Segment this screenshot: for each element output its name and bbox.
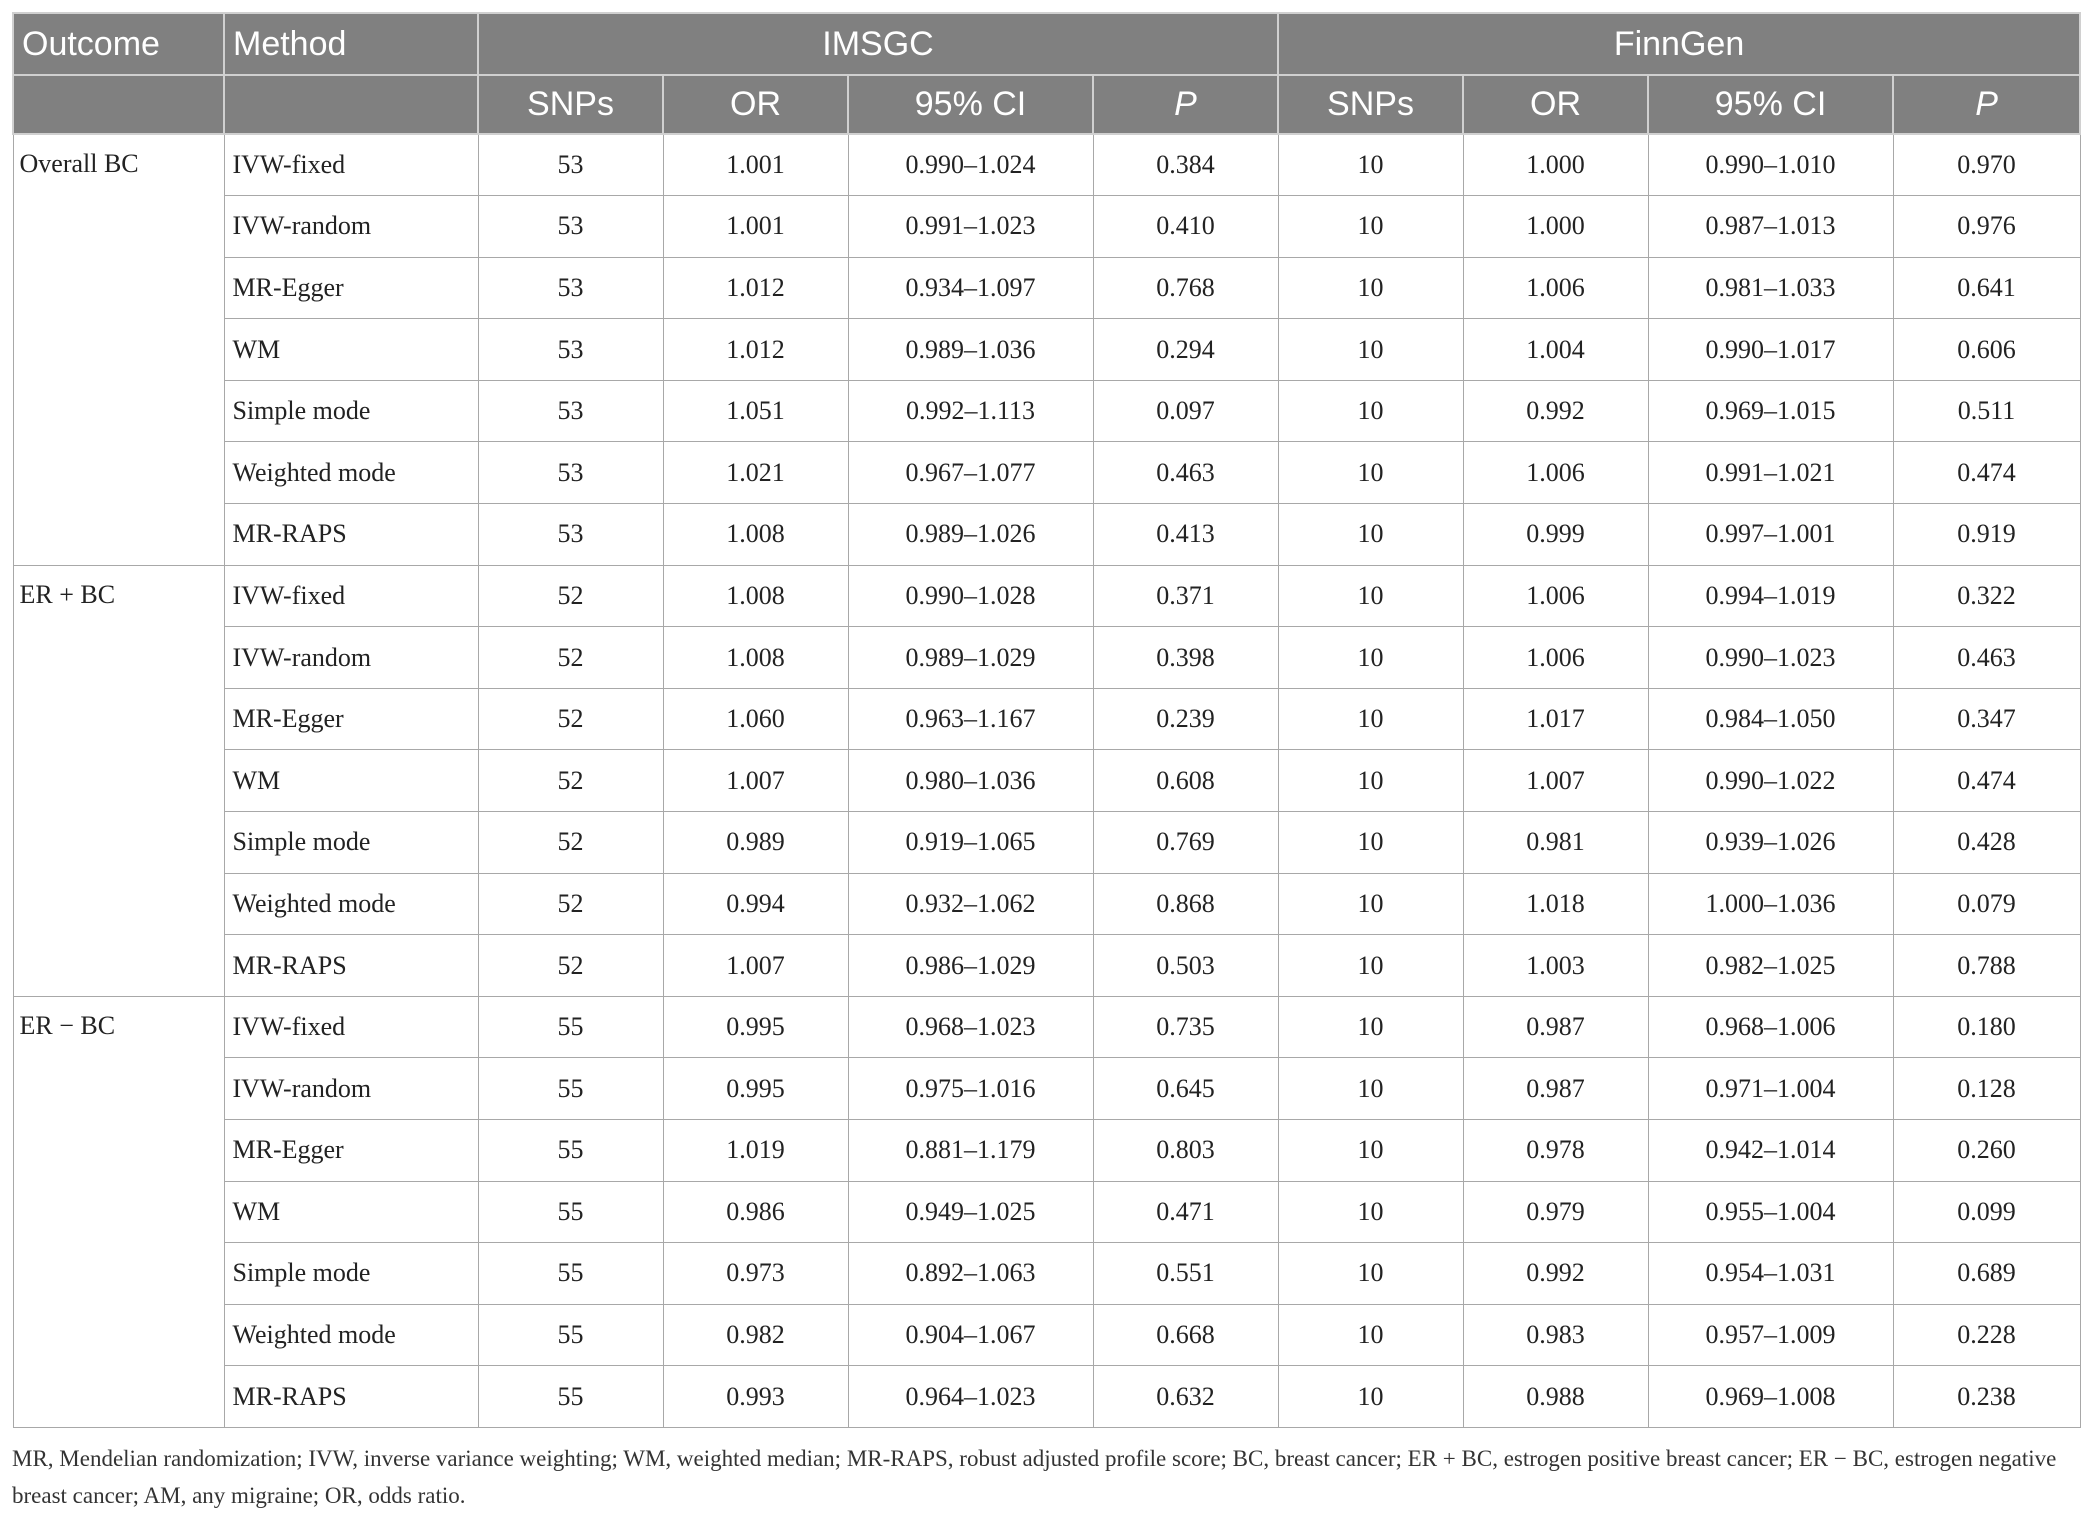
table-row <box>13 442 2080 504</box>
ci-finngen-cell: 0.990–1.023 <box>1648 627 1893 689</box>
ci-imsgc-cell: 0.881–1.179 <box>848 1120 1093 1182</box>
snps-finngen-cell: 10 <box>1278 627 1463 689</box>
header-snps-imsgc: SNPs <box>478 75 663 134</box>
p-finngen-cell: 0.260 <box>1893 1120 2080 1182</box>
snps-imsgc-cell: 52 <box>478 565 663 627</box>
ci-finngen-cell: 0.990–1.017 <box>1648 319 1893 381</box>
or-imsgc-cell: 1.060 <box>663 688 848 750</box>
p-finngen-cell: 0.322 <box>1893 565 2080 627</box>
snps-finngen-cell: 10 <box>1278 873 1463 935</box>
p-imsgc-cell: 0.608 <box>1093 750 1278 812</box>
or-finngen-cell: 1.017 <box>1463 688 1648 750</box>
p-imsgc-cell: 0.768 <box>1093 257 1278 319</box>
outcome-cell: ER − BC <box>13 996 224 1427</box>
ci-finngen-cell: 0.957–1.009 <box>1648 1304 1893 1366</box>
ci-imsgc-cell: 0.963–1.167 <box>848 688 1093 750</box>
table-row <box>13 1181 2080 1243</box>
header-p-imsgc: P <box>1093 75 1278 134</box>
mr-results-table <box>12 12 2081 1428</box>
ci-imsgc-cell: 0.968–1.023 <box>848 996 1093 1058</box>
or-imsgc-cell: 1.001 <box>663 134 848 196</box>
method-cell: WM <box>224 319 478 381</box>
header-ci-finngen: 95% CI <box>1648 75 1893 134</box>
or-imsgc-cell: 1.008 <box>663 565 848 627</box>
or-finngen-cell: 0.999 <box>1463 504 1648 566</box>
or-finngen-cell: 1.000 <box>1463 134 1648 196</box>
table-body <box>13 134 2080 1427</box>
or-finngen-cell: 0.988 <box>1463 1366 1648 1428</box>
p-imsgc-cell: 0.769 <box>1093 812 1278 874</box>
ci-finngen-cell: 0.994–1.019 <box>1648 565 1893 627</box>
ci-imsgc-cell: 0.991–1.023 <box>848 196 1093 258</box>
method-cell: Weighted mode <box>224 1304 478 1366</box>
or-imsgc-cell: 1.008 <box>663 627 848 689</box>
p-imsgc-cell: 0.097 <box>1093 380 1278 442</box>
table-row <box>13 319 2080 381</box>
method-cell: IVW-fixed <box>224 134 478 196</box>
snps-finngen-cell: 10 <box>1278 688 1463 750</box>
or-finngen-cell: 1.000 <box>1463 196 1648 258</box>
snps-finngen-cell: 10 <box>1278 134 1463 196</box>
p-imsgc-cell: 0.398 <box>1093 627 1278 689</box>
table-row <box>13 996 2080 1058</box>
table-row <box>13 565 2080 627</box>
or-imsgc-cell: 0.982 <box>663 1304 848 1366</box>
or-imsgc-cell: 0.993 <box>663 1366 848 1428</box>
table-row <box>13 873 2080 935</box>
or-imsgc-cell: 0.995 <box>663 1058 848 1120</box>
or-finngen-cell: 1.006 <box>1463 442 1648 504</box>
p-imsgc-cell: 0.384 <box>1093 134 1278 196</box>
p-finngen-cell: 0.606 <box>1893 319 2080 381</box>
table-row <box>13 1243 2080 1305</box>
method-cell: Simple mode <box>224 812 478 874</box>
method-cell: Weighted mode <box>224 442 478 504</box>
header-method: Method <box>224 13 478 75</box>
method-cell: Weighted mode <box>224 873 478 935</box>
snps-imsgc-cell: 53 <box>478 504 663 566</box>
snps-finngen-cell: 10 <box>1278 1181 1463 1243</box>
method-cell: MR-Egger <box>224 257 478 319</box>
header-blank-method <box>224 75 478 134</box>
snps-finngen-cell: 10 <box>1278 257 1463 319</box>
or-finngen-cell: 0.981 <box>1463 812 1648 874</box>
or-finngen-cell: 1.007 <box>1463 750 1648 812</box>
method-cell: MR-RAPS <box>224 935 478 997</box>
ci-finngen-cell: 0.955–1.004 <box>1648 1181 1893 1243</box>
ci-imsgc-cell: 0.949–1.025 <box>848 1181 1093 1243</box>
or-finngen-cell: 1.006 <box>1463 565 1648 627</box>
snps-imsgc-cell: 55 <box>478 1058 663 1120</box>
header-outcome: Outcome <box>13 13 224 75</box>
ci-imsgc-cell: 0.989–1.036 <box>848 319 1093 381</box>
ci-finngen-cell: 0.939–1.026 <box>1648 812 1893 874</box>
method-cell: Simple mode <box>224 1243 478 1305</box>
snps-imsgc-cell: 52 <box>478 812 663 874</box>
method-cell: IVW-fixed <box>224 565 478 627</box>
table-row <box>13 380 2080 442</box>
p-imsgc-cell: 0.371 <box>1093 565 1278 627</box>
snps-finngen-cell: 10 <box>1278 750 1463 812</box>
p-imsgc-cell: 0.413 <box>1093 504 1278 566</box>
method-cell: MR-RAPS <box>224 504 478 566</box>
snps-imsgc-cell: 53 <box>478 319 663 381</box>
table-row <box>13 1304 2080 1366</box>
p-finngen-cell: 0.689 <box>1893 1243 2080 1305</box>
ci-imsgc-cell: 0.980–1.036 <box>848 750 1093 812</box>
header-group-finngen: FinnGen <box>1278 13 2080 75</box>
table-row <box>13 688 2080 750</box>
table-row <box>13 1120 2080 1182</box>
snps-finngen-cell: 10 <box>1278 196 1463 258</box>
ci-finngen-cell: 0.990–1.010 <box>1648 134 1893 196</box>
p-finngen-cell: 0.511 <box>1893 380 2080 442</box>
p-finngen-cell: 0.099 <box>1893 1181 2080 1243</box>
or-finngen-cell: 1.006 <box>1463 257 1648 319</box>
p-imsgc-cell: 0.239 <box>1093 688 1278 750</box>
snps-imsgc-cell: 55 <box>478 1366 663 1428</box>
table-footnote: MR, Mendelian randomization; IVW, inverse variance weighting; WM, weighted median; MR-RAPS, robust adjusted profile score; BC, breast cancer; ER + BC, estrogen positive breast cancer; ER − BC, estrogen negative breast cancer; AM, any migraine; OR, odds ratio. <box>12 1446 2057 1508</box>
header-blank-outcome <box>13 75 224 134</box>
header-row-groups <box>13 13 2080 75</box>
p-imsgc-cell: 0.645 <box>1093 1058 1278 1120</box>
header-group-imsgc: IMSGC <box>478 13 1278 75</box>
or-imsgc-cell: 0.989 <box>663 812 848 874</box>
snps-finngen-cell: 10 <box>1278 1058 1463 1120</box>
ci-finngen-cell: 0.968–1.006 <box>1648 996 1893 1058</box>
snps-imsgc-cell: 55 <box>478 1243 663 1305</box>
header-p-finngen: P <box>1893 75 2080 134</box>
or-imsgc-cell: 1.051 <box>663 380 848 442</box>
snps-imsgc-cell: 52 <box>478 935 663 997</box>
results-table-container <box>12 12 2079 1428</box>
p-finngen-cell: 0.180 <box>1893 996 2080 1058</box>
p-imsgc-cell: 0.668 <box>1093 1304 1278 1366</box>
header-ci-imsgc: 95% CI <box>848 75 1093 134</box>
snps-imsgc-cell: 53 <box>478 257 663 319</box>
ci-finngen-cell: 0.987–1.013 <box>1648 196 1893 258</box>
snps-finngen-cell: 10 <box>1278 1304 1463 1366</box>
or-imsgc-cell: 0.973 <box>663 1243 848 1305</box>
p-imsgc-cell: 0.735 <box>1093 996 1278 1058</box>
ci-finngen-cell: 0.971–1.004 <box>1648 1058 1893 1120</box>
method-cell: MR-Egger <box>224 1120 478 1182</box>
ci-finngen-cell: 0.984–1.050 <box>1648 688 1893 750</box>
p-finngen-cell: 0.238 <box>1893 1366 2080 1428</box>
ci-imsgc-cell: 0.989–1.029 <box>848 627 1093 689</box>
p-finngen-cell: 0.463 <box>1893 627 2080 689</box>
or-imsgc-cell: 1.007 <box>663 935 848 997</box>
p-finngen-cell: 0.428 <box>1893 812 2080 874</box>
p-imsgc-cell: 0.632 <box>1093 1366 1278 1428</box>
header-row-sub <box>13 75 2080 134</box>
ci-finngen-cell: 0.991–1.021 <box>1648 442 1893 504</box>
snps-finngen-cell: 10 <box>1278 380 1463 442</box>
snps-finngen-cell: 10 <box>1278 996 1463 1058</box>
snps-imsgc-cell: 52 <box>478 873 663 935</box>
or-imsgc-cell: 1.008 <box>663 504 848 566</box>
p-finngen-cell: 0.641 <box>1893 257 2080 319</box>
or-finngen-cell: 0.979 <box>1463 1181 1648 1243</box>
ci-imsgc-cell: 0.989–1.026 <box>848 504 1093 566</box>
or-imsgc-cell: 1.007 <box>663 750 848 812</box>
p-finngen-cell: 0.474 <box>1893 442 2080 504</box>
table-row <box>13 1058 2080 1120</box>
method-cell: IVW-random <box>224 1058 478 1120</box>
method-cell: WM <box>224 1181 478 1243</box>
snps-imsgc-cell: 55 <box>478 1181 663 1243</box>
p-imsgc-cell: 0.463 <box>1093 442 1278 504</box>
or-finngen-cell: 0.992 <box>1463 380 1648 442</box>
or-imsgc-cell: 1.021 <box>663 442 848 504</box>
header-or-finngen: OR <box>1463 75 1648 134</box>
table-row <box>13 627 2080 689</box>
outcome-cell: ER + BC <box>13 565 224 996</box>
method-cell: IVW-fixed <box>224 996 478 1058</box>
table-header <box>13 13 2080 134</box>
p-imsgc-cell: 0.551 <box>1093 1243 1278 1305</box>
snps-finngen-cell: 10 <box>1278 565 1463 627</box>
header-or-imsgc: OR <box>663 75 848 134</box>
snps-imsgc-cell: 55 <box>478 996 663 1058</box>
or-finngen-cell: 1.006 <box>1463 627 1648 689</box>
method-cell: Simple mode <box>224 380 478 442</box>
or-imsgc-cell: 1.012 <box>663 257 848 319</box>
or-finngen-cell: 0.987 <box>1463 996 1648 1058</box>
ci-imsgc-cell: 0.964–1.023 <box>848 1366 1093 1428</box>
or-finngen-cell: 1.003 <box>1463 935 1648 997</box>
ci-finngen-cell: 0.969–1.008 <box>1648 1366 1893 1428</box>
or-imsgc-cell: 1.019 <box>663 1120 848 1182</box>
snps-imsgc-cell: 55 <box>478 1304 663 1366</box>
table-row <box>13 750 2080 812</box>
snps-imsgc-cell: 53 <box>478 196 663 258</box>
or-finngen-cell: 1.018 <box>1463 873 1648 935</box>
ci-imsgc-cell: 0.932–1.062 <box>848 873 1093 935</box>
method-cell: MR-Egger <box>224 688 478 750</box>
ci-finngen-cell: 0.982–1.025 <box>1648 935 1893 997</box>
ci-finngen-cell: 1.000–1.036 <box>1648 873 1893 935</box>
or-finngen-cell: 0.983 <box>1463 1304 1648 1366</box>
snps-finngen-cell: 10 <box>1278 935 1463 997</box>
table-row <box>13 134 2080 196</box>
p-finngen-cell: 0.976 <box>1893 196 2080 258</box>
p-finngen-cell: 0.347 <box>1893 688 2080 750</box>
table-row <box>13 196 2080 258</box>
ci-imsgc-cell: 0.990–1.024 <box>848 134 1093 196</box>
ci-imsgc-cell: 0.992–1.113 <box>848 380 1093 442</box>
snps-imsgc-cell: 52 <box>478 688 663 750</box>
or-imsgc-cell: 1.001 <box>663 196 848 258</box>
ci-finngen-cell: 0.969–1.015 <box>1648 380 1893 442</box>
ci-imsgc-cell: 0.990–1.028 <box>848 565 1093 627</box>
p-finngen-cell: 0.128 <box>1893 1058 2080 1120</box>
snps-finngen-cell: 10 <box>1278 442 1463 504</box>
p-finngen-cell: 0.079 <box>1893 873 2080 935</box>
p-finngen-cell: 0.788 <box>1893 935 2080 997</box>
table-row <box>13 935 2080 997</box>
p-imsgc-cell: 0.868 <box>1093 873 1278 935</box>
method-cell: IVW-random <box>224 196 478 258</box>
ci-imsgc-cell: 0.975–1.016 <box>848 1058 1093 1120</box>
ci-finngen-cell: 0.954–1.031 <box>1648 1243 1893 1305</box>
p-finngen-cell: 0.474 <box>1893 750 2080 812</box>
or-imsgc-cell: 0.994 <box>663 873 848 935</box>
or-imsgc-cell: 1.012 <box>663 319 848 381</box>
ci-imsgc-cell: 0.919–1.065 <box>848 812 1093 874</box>
p-imsgc-cell: 0.503 <box>1093 935 1278 997</box>
or-finngen-cell: 0.987 <box>1463 1058 1648 1120</box>
snps-finngen-cell: 10 <box>1278 812 1463 874</box>
ci-imsgc-cell: 0.892–1.063 <box>848 1243 1093 1305</box>
table-row <box>13 812 2080 874</box>
ci-imsgc-cell: 0.986–1.029 <box>848 935 1093 997</box>
outcome-cell: Overall BC <box>13 134 224 565</box>
table-row <box>13 1366 2080 1428</box>
method-cell: IVW-random <box>224 627 478 689</box>
ci-imsgc-cell: 0.967–1.077 <box>848 442 1093 504</box>
p-finngen-cell: 0.970 <box>1893 134 2080 196</box>
snps-imsgc-cell: 52 <box>478 750 663 812</box>
or-imsgc-cell: 0.995 <box>663 996 848 1058</box>
method-cell: WM <box>224 750 478 812</box>
snps-imsgc-cell: 53 <box>478 134 663 196</box>
ci-finngen-cell: 0.981–1.033 <box>1648 257 1893 319</box>
snps-finngen-cell: 10 <box>1278 1243 1463 1305</box>
table-row <box>13 504 2080 566</box>
snps-finngen-cell: 10 <box>1278 1120 1463 1182</box>
p-imsgc-cell: 0.803 <box>1093 1120 1278 1182</box>
p-finngen-cell: 0.228 <box>1893 1304 2080 1366</box>
p-imsgc-cell: 0.410 <box>1093 196 1278 258</box>
snps-finngen-cell: 10 <box>1278 1366 1463 1428</box>
ci-imsgc-cell: 0.934–1.097 <box>848 257 1093 319</box>
snps-finngen-cell: 10 <box>1278 504 1463 566</box>
p-finngen-cell: 0.919 <box>1893 504 2080 566</box>
header-snps-finngen: SNPs <box>1278 75 1463 134</box>
ci-finngen-cell: 0.997–1.001 <box>1648 504 1893 566</box>
or-finngen-cell: 0.992 <box>1463 1243 1648 1305</box>
snps-imsgc-cell: 55 <box>478 1120 663 1182</box>
p-imsgc-cell: 0.471 <box>1093 1181 1278 1243</box>
or-finngen-cell: 1.004 <box>1463 319 1648 381</box>
or-imsgc-cell: 0.986 <box>663 1181 848 1243</box>
snps-imsgc-cell: 52 <box>478 627 663 689</box>
or-finngen-cell: 0.978 <box>1463 1120 1648 1182</box>
ci-finngen-cell: 0.942–1.014 <box>1648 1120 1893 1182</box>
ci-imsgc-cell: 0.904–1.067 <box>848 1304 1093 1366</box>
method-cell: MR-RAPS <box>224 1366 478 1428</box>
snps-imsgc-cell: 53 <box>478 380 663 442</box>
table-row <box>13 257 2080 319</box>
ci-finngen-cell: 0.990–1.022 <box>1648 750 1893 812</box>
snps-imsgc-cell: 53 <box>478 442 663 504</box>
p-imsgc-cell: 0.294 <box>1093 319 1278 381</box>
snps-finngen-cell: 10 <box>1278 319 1463 381</box>
